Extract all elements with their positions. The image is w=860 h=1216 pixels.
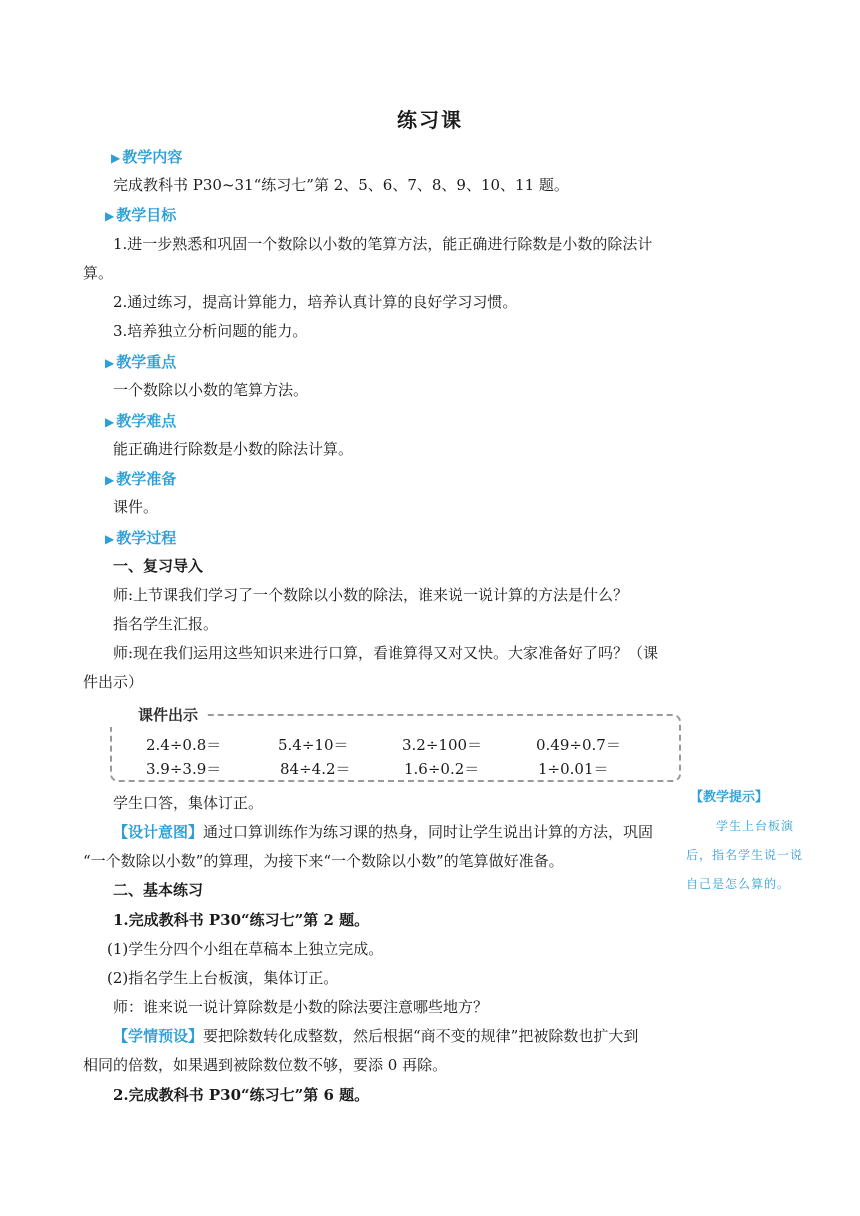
goal-line-1-cont: 算。: [83, 264, 114, 282]
triangle-icon: ▶: [105, 209, 115, 223]
part2-heading: 二、基本练习: [113, 881, 204, 899]
section-heading-prep: ▶ 教学准备: [105, 470, 177, 488]
section-heading-goals: ▶ 教学目标: [105, 206, 177, 224]
tip-line: 后，指名学生说一说: [686, 848, 804, 862]
part1-heading: 一、复习导入: [113, 557, 204, 575]
paragraph: 师：谁来说一说计算除数是小数的除法要注意哪些地方？: [113, 998, 489, 1016]
difficulty-text: 能正确进行除数是小数的除法计算。: [113, 440, 354, 458]
paragraph: 师:上节课我们学习了一个数除以小数的除法，谁来说一说计算的方法是什么？: [113, 586, 629, 604]
tip-line: 学生上台板演: [716, 819, 795, 833]
triangle-icon: ▶: [111, 151, 121, 165]
teaching-tip-title: 【教学提示】: [690, 790, 769, 805]
expression: 5.4÷10＝: [278, 736, 349, 754]
paragraph: 师:现在我们运用这些知识来进行口算，看谁算得又对又快。大家准备好了吗？（课: [113, 644, 659, 662]
content-text: 完成教科书 P30~31“练习七”第 2、5、6、7、8、9、10、11 题。: [113, 176, 569, 194]
paragraph: (2)指名学生上台板演，集体订正。: [107, 969, 339, 987]
section-heading-key: ▶ 教学重点: [105, 353, 177, 371]
section-heading-content: ▶ 教学内容: [111, 148, 183, 166]
triangle-icon: ▶: [105, 415, 115, 429]
learning-prediction: 【学情预设】要把除数转化成整数，然后根据“商不变的规律”把被除数也扩大到: [113, 1027, 639, 1045]
prediction-tag: 【学情预设】: [113, 1027, 204, 1045]
expression: 1.6÷0.2＝: [404, 760, 480, 778]
section-heading-difficulty: ▶ 教学难点: [105, 412, 177, 430]
paragraph: 学生口答，集体订正。: [113, 794, 264, 812]
goal-line-3: 3.培养独立分析问题的能力。: [113, 322, 308, 340]
paragraph-cont: “一个数除以小数”的算理，为接下来“一个数除以小数”的笔算做好准备。: [83, 852, 564, 870]
goal-line-1: 1.进一步熟悉和巩固一个数除以小数的笔算方法，能正确进行除数是小数的除法计: [113, 235, 653, 253]
design-intent: 【设计意图】通过口算训练作为练习课的热身，同时让学生说出计算的方法，巩固: [113, 823, 654, 841]
expression: 3.9÷3.9＝: [146, 760, 222, 778]
tip-line: 自己是怎么算的。: [686, 877, 791, 891]
paragraph-cont: 相同的倍数，如果遇到被除数位数不够，要添 0 再除。: [83, 1056, 448, 1074]
triangle-icon: ▶: [105, 473, 115, 487]
expression: 0.49÷0.7＝: [536, 736, 621, 754]
task-heading: 2.完成教科书 P30“练习七”第 6 题。: [113, 1086, 370, 1104]
section-heading-process: ▶ 教学过程: [105, 529, 177, 547]
paragraph: (1)学生分四个小组在草稿本上独立完成。: [107, 940, 384, 958]
expression: 3.2÷100＝: [402, 736, 483, 754]
task-heading: 1.完成教科书 P30“练习七”第 2 题。: [113, 911, 370, 929]
courseware-tab: 课件出示: [108, 703, 204, 727]
triangle-icon: ▶: [105, 356, 115, 370]
goal-line-2: 2.通过练习，提高计算能力，培养认真计算的良好学习习惯。: [113, 293, 518, 311]
expression: 84÷4.2＝: [280, 760, 351, 778]
expression: 2.4÷0.8＝: [146, 736, 222, 754]
prep-text: 课件。: [113, 498, 159, 516]
key-text: 一个数除以小数的笔算方法。: [113, 381, 309, 399]
design-intent-tag: 【设计意图】: [113, 823, 204, 841]
page-title: 练习课: [397, 108, 463, 132]
expression: 1÷0.01＝: [538, 760, 609, 778]
paragraph: 指名学生汇报。: [113, 615, 219, 633]
paragraph-cont: 件出示）: [83, 673, 144, 691]
triangle-icon: ▶: [105, 532, 115, 546]
teaching-tip-body: [686, 812, 816, 899]
